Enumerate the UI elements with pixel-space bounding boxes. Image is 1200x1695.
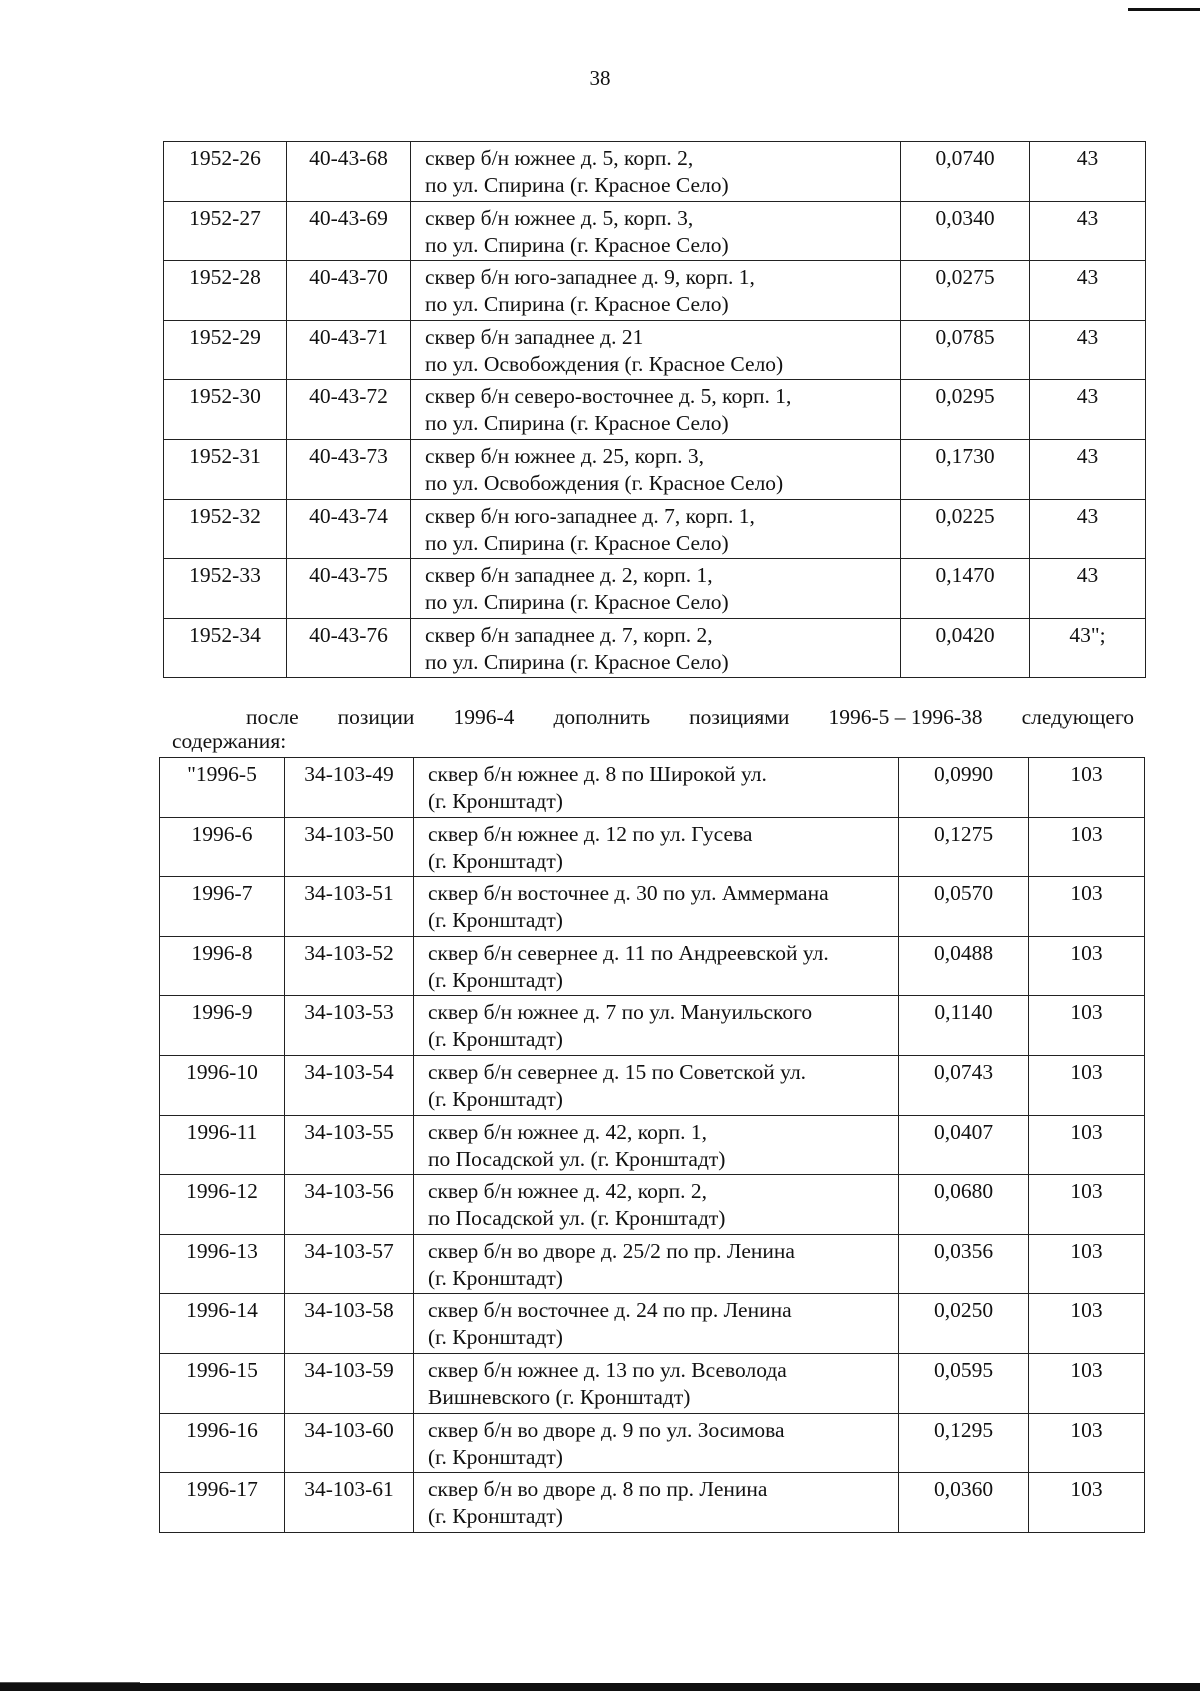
table-row [160,1234,1145,1294]
description-cell [414,817,899,877]
count-cell: 43 [1030,499,1146,559]
description-line: (г. Кронштадт) [428,1504,563,1529]
description-line: сквер б/н южнее д. 42, корп. 2, [428,1179,707,1204]
table-row [160,1353,1145,1413]
description-cell [414,1413,899,1473]
area-cell: 0,0570 [899,877,1029,937]
cadastral-code-cell: 34-103-52 [285,936,414,996]
description-line: сквер б/н во дворе д. 9 по ул. Зосимова [428,1417,785,1442]
description-line: сквер б/н южнее д. 12 по ул. Гусева [428,821,753,846]
position-number-cell: 1952-34 [164,618,287,678]
description-line: (г. Кронштадт) [428,1265,563,1290]
page-number: 38 [589,66,611,90]
description-cell [414,1353,899,1413]
table-row [164,261,1146,321]
table-1-body [164,142,1146,678]
description-line: сквер б/н южнее д. 25, корп. 3, [425,443,704,468]
description-line: (г. Кронштадт) [428,1325,563,1350]
cadastral-code-cell: 34-103-49 [285,758,414,818]
table-row [164,380,1146,440]
cadastral-code-cell: 34-103-58 [285,1294,414,1354]
description-line: сквер б/н во дворе д. 25/2 по пр. Ленина [428,1238,795,1263]
table-row [160,936,1145,996]
paragraph-line-1 [246,704,1134,730]
count-cell: 103 [1029,817,1145,877]
description-line: по ул. Спирина (г. Красное Село) [425,173,729,197]
area-cell: 0,0340 [901,201,1030,261]
description-cell [411,618,901,678]
description-line: сквер б/н севернее д. 11 по Андреевской ул. [428,940,829,965]
description-line: (г. Кронштадт) [428,1444,563,1469]
count-cell: 103 [1029,1413,1145,1473]
description-line: по ул. Спирина (г. Красное Село) [425,411,729,436]
description-cell [414,1055,899,1115]
area-cell: 0,0990 [899,758,1029,818]
description-line: сквер б/н севернее д. 15 по Советской ул. [428,1059,807,1084]
table-2-body [160,758,1145,1533]
cadastral-code-cell: 34-103-56 [285,1175,414,1235]
description-line: сквер б/н западнее д. 2, корп. 1, [425,563,713,588]
position-number-cell: 1952-29 [164,320,287,380]
description-line: по Посадской ул. (г. Кронштадт) [428,1146,726,1171]
cadastral-code-cell: 40-43-70 [287,261,411,321]
top-edge-rule [1128,8,1200,11]
paragraph-word: следующего [1021,705,1134,729]
count-cell: 43 [1030,320,1146,380]
count-cell: 43 [1030,142,1146,202]
count-cell: 103 [1029,936,1145,996]
description-line: (г. Кронштадт) [428,848,563,873]
position-number-cell: 1952-32 [164,499,287,559]
description-line: (г. Кронштадт) [428,967,563,992]
register-table-1 [163,141,1146,678]
table-row [160,1175,1145,1235]
area-cell: 0,0743 [899,1055,1029,1115]
table-row [164,142,1146,202]
position-number-cell: 1952-28 [164,261,287,321]
description-line: сквер б/н южнее д. 42, корп. 1, [428,1119,707,1144]
cadastral-code-cell: 40-43-72 [287,380,411,440]
description-cell [414,758,899,818]
area-cell: 0,0295 [901,380,1030,440]
count-cell: 103 [1029,1294,1145,1354]
area-cell: 0,0740 [901,142,1030,202]
cadastral-code-cell: 34-103-57 [285,1234,414,1294]
count-cell: 103 [1029,1175,1145,1235]
count-cell: 43 [1030,261,1146,321]
table-row [164,618,1146,678]
description-cell [414,936,899,996]
position-number-cell: 1996-9 [160,996,285,1056]
description-cell [414,1294,899,1354]
position-number-cell: 1996-6 [160,817,285,877]
description-cell [414,1234,899,1294]
position-number-cell: 1996-17 [160,1473,285,1533]
cadastral-code-cell: 40-43-75 [287,559,411,619]
description-line: сквер б/н западнее д. 21 [425,324,644,349]
description-cell [411,559,901,619]
area-cell: 0,1140 [899,996,1029,1056]
area-cell: 0,0275 [901,261,1030,321]
cadastral-code-cell: 34-103-53 [285,996,414,1056]
position-number-cell: 1996-7 [160,877,285,937]
description-cell [411,439,901,499]
table-row [160,817,1145,877]
description-line: сквер б/н южнее д. 5, корп. 3, [425,205,694,230]
cadastral-code-cell: 40-43-71 [287,320,411,380]
count-cell: 103 [1029,758,1145,818]
paragraph-line-2: содержания: [172,729,287,753]
description-cell [414,877,899,937]
description-line: по ул. Спирина (г. Красное Село) [425,292,729,317]
description-line: (г. Кронштадт) [428,1086,563,1111]
count-cell: 43"; [1030,618,1146,678]
count-cell: 103 [1029,1115,1145,1175]
table-row [160,758,1145,818]
position-number-cell: 1952-31 [164,439,287,499]
table-row [164,499,1146,559]
description-line: по ул. Спирина (г. Красное Село) [425,232,729,257]
cadastral-code-cell: 40-43-68 [287,142,411,202]
description-line: сквер б/н во дворе д. 8 по пр. Ленина [428,1477,768,1502]
cadastral-code-cell: 34-103-60 [285,1413,414,1473]
description-line: (г. Кронштадт) [428,789,563,813]
cadastral-code-cell: 34-103-50 [285,817,414,877]
register-table-2 [159,757,1145,1533]
description-line: по ул. Спирина (г. Красное Село) [425,530,729,555]
table-row [160,877,1145,937]
description-line: по ул. Спирина (г. Красное Село) [425,649,729,674]
description-cell [411,499,901,559]
description-cell [411,261,901,321]
description-line: сквер б/н южнее д. 7 по ул. Мануильского [428,1000,813,1025]
count-cell: 103 [1029,877,1145,937]
area-cell: 0,0420 [901,618,1030,678]
table-row [160,996,1145,1056]
table-row [164,201,1146,261]
position-number-cell: 1996-14 [160,1294,285,1354]
area-cell: 0,1470 [901,559,1030,619]
count-cell: 103 [1029,1234,1145,1294]
paragraph-word: после [246,705,299,729]
description-line: сквер б/н юго-западнее д. 9, корп. 1, [425,265,755,290]
description-line: по ул. Спирина (г. Красное Село) [425,590,729,615]
description-line: Вишневского (г. Кронштадт) [428,1384,691,1409]
table-row [160,1294,1145,1354]
paragraph-word: дополнить [553,705,651,729]
area-cell: 0,0407 [899,1115,1029,1175]
area-cell: 0,0360 [899,1473,1029,1533]
cadastral-code-cell: 40-43-74 [287,499,411,559]
position-number-cell: 1996-13 [160,1234,285,1294]
table-row [164,439,1146,499]
paragraph-word: 1996-4 [453,705,515,729]
area-cell: 0,0595 [899,1353,1029,1413]
cadastral-code-cell: 34-103-59 [285,1353,414,1413]
description-cell [414,1175,899,1235]
position-number-cell: 1996-10 [160,1055,285,1115]
count-cell: 103 [1029,996,1145,1056]
area-cell: 0,0356 [899,1234,1029,1294]
position-number-cell: 1996-8 [160,936,285,996]
area-cell: 0,0250 [899,1294,1029,1354]
description-cell [414,1115,899,1175]
table-row [164,320,1146,380]
count-cell: 103 [1029,1473,1145,1533]
table-row [160,1055,1145,1115]
description-line: по Посадской ул. (г. Кронштадт) [428,1206,726,1231]
position-number-cell: 1996-16 [160,1413,285,1473]
description-line: по ул. Освобождения (г. Красное Село) [425,470,784,495]
description-cell [411,320,901,380]
description-line: сквер б/н юго-западнее д. 7, корп. 1, [425,503,755,528]
position-number-cell: 1952-30 [164,380,287,440]
position-number-cell: 1952-27 [164,201,287,261]
bottom-rule [0,1683,1200,1691]
description-line: сквер б/н северо-восточнее д. 5, корп. 1, [425,384,792,409]
description-cell [411,380,901,440]
description-line: сквер б/н южнее д. 8 по Широкой ул. [428,762,767,786]
description-cell [411,201,901,261]
cadastral-code-cell: 34-103-61 [285,1473,414,1533]
paragraph-word: позициями [689,705,790,729]
count-cell: 103 [1029,1055,1145,1115]
position-number-cell: 1996-15 [160,1353,285,1413]
position-number-cell: 1996-11 [160,1115,285,1175]
table-row [160,1413,1145,1473]
paragraph-word: 1996-5 – 1996-38 [828,705,983,729]
count-cell: 103 [1029,1353,1145,1413]
table-row [160,1115,1145,1175]
area-cell: 0,0785 [901,320,1030,380]
position-number-cell: "1996-5 [160,758,285,818]
cadastral-code-cell: 34-103-51 [285,877,414,937]
area-cell: 0,0225 [901,499,1030,559]
description-line: по ул. Освобождения (г. Красное Село) [425,351,784,376]
cadastral-code-cell: 40-43-76 [287,618,411,678]
cadastral-code-cell: 34-103-54 [285,1055,414,1115]
cadastral-code-cell: 40-43-69 [287,201,411,261]
description-line: сквер б/н южнее д. 13 по ул. Всеволода [428,1357,787,1382]
description-line: сквер б/н восточнее д. 30 по ул. Аммермана [428,881,829,906]
position-number-cell: 1952-33 [164,559,287,619]
area-cell: 0,0488 [899,936,1029,996]
table-row [164,559,1146,619]
area-cell: 0,1295 [899,1413,1029,1473]
count-cell: 43 [1030,380,1146,440]
description-line: сквер б/н восточнее д. 24 по пр. Ленина [428,1298,792,1323]
table-row [160,1473,1145,1533]
cadastral-code-cell: 34-103-55 [285,1115,414,1175]
description-line: сквер б/н западнее д. 7, корп. 2, [425,622,713,647]
area-cell: 0,0680 [899,1175,1029,1235]
cadastral-code-cell: 40-43-73 [287,439,411,499]
description-cell [414,1473,899,1533]
count-cell: 43 [1030,201,1146,261]
description-cell [414,996,899,1056]
count-cell: 43 [1030,439,1146,499]
description-line: сквер б/н южнее д. 5, корп. 2, [425,146,694,170]
description-line: (г. Кронштадт) [428,908,563,933]
position-number-cell: 1996-12 [160,1175,285,1235]
area-cell: 0,1275 [899,817,1029,877]
position-number-cell: 1952-26 [164,142,287,202]
paragraph-word: позиции [337,705,415,729]
area-cell: 0,1730 [901,439,1030,499]
description-cell [411,142,901,202]
description-line: (г. Кронштадт) [428,1027,563,1052]
count-cell: 43 [1030,559,1146,619]
